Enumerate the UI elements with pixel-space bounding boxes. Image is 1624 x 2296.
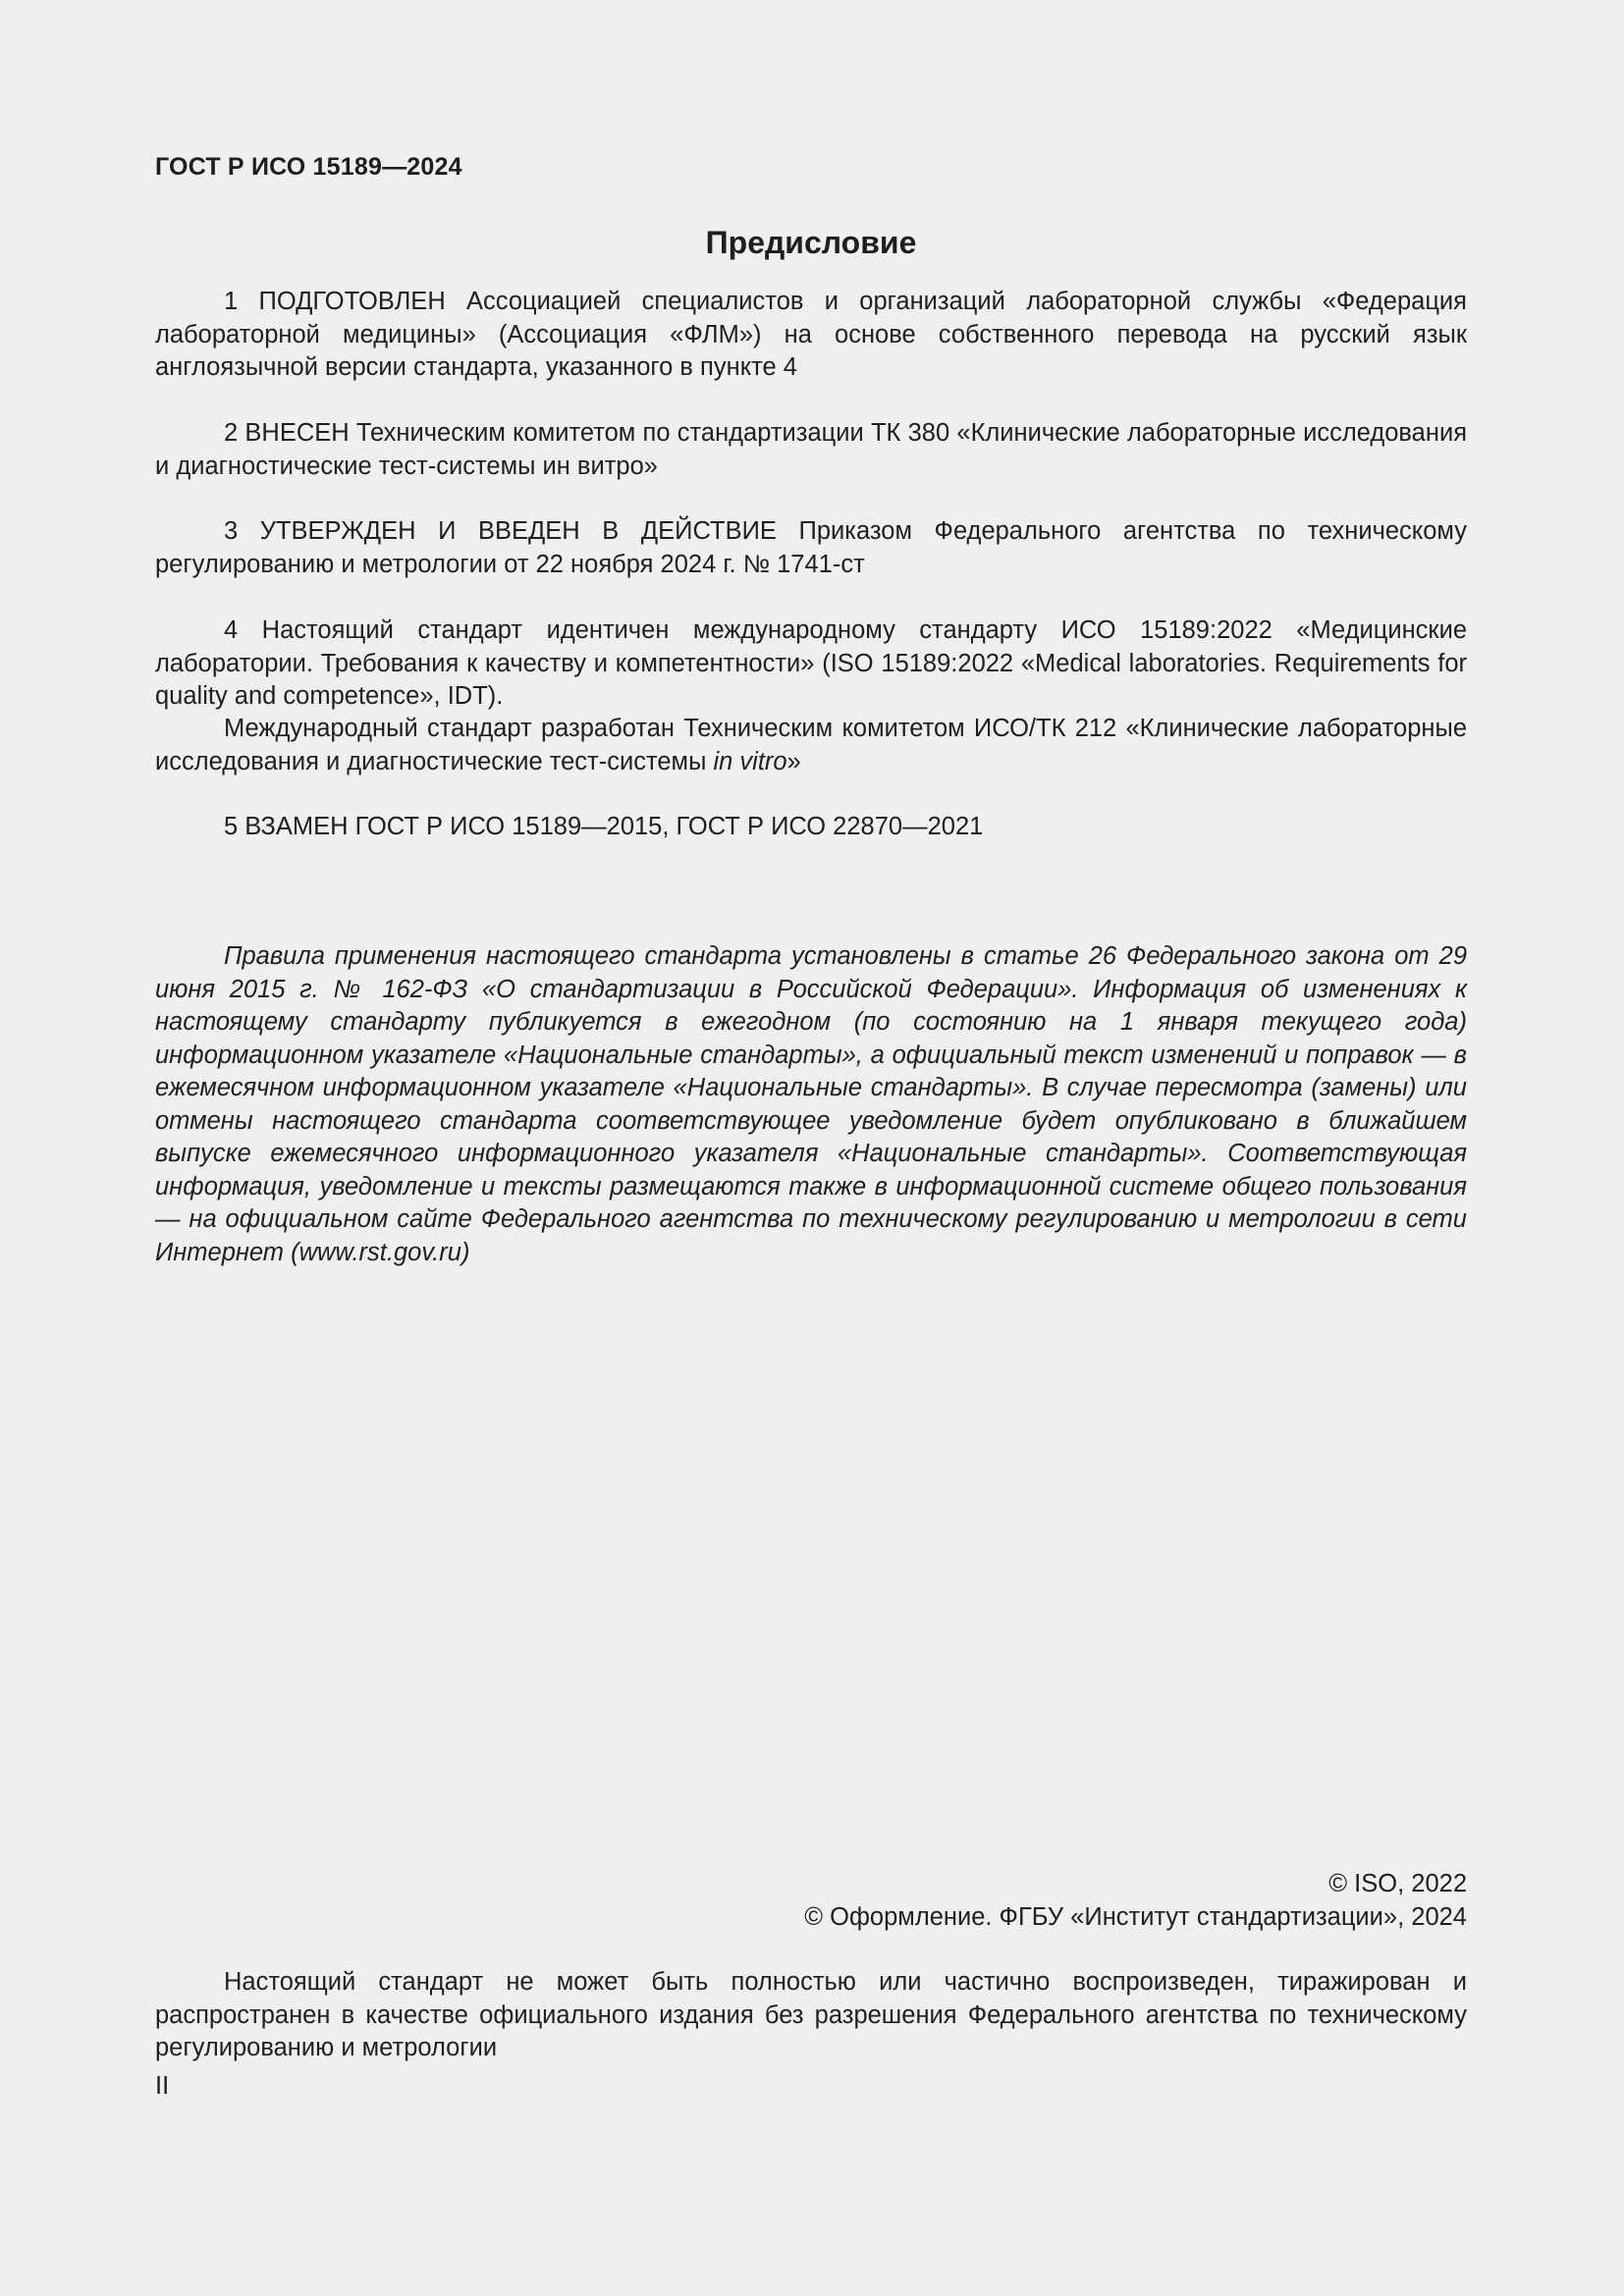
foreword-item-4-note-end: »: [786, 747, 801, 775]
copyright-iso: © ISO, 2022: [1328, 1870, 1467, 1897]
foreword-item-2: 2 ВНЕСЕН Техническим комитетом по стандартизации ТК 380 «Клинические лабораторные исследования и диагностические тест-системы ин витро»: [155, 419, 1467, 480]
document-code: ГОСТ Р ИСО 15189—2024: [155, 153, 462, 181]
reproduction-notice: Настоящий стандарт не может быть полностью или частично воспроизведен, тиражирован и распространен в качестве официального издания без разрешения Федерального агентства по техническому регулированию и метрологии: [155, 1968, 1467, 2061]
document-page: [155, 0, 1467, 2296]
page-number: II: [155, 2072, 170, 2100]
application-rules-notice: Правила применения настоящего стандарта установлены в статье 26 Федерального закона от 29 июня 2015 г. № 162-ФЗ «О стандартизации в Российской Федерации». Информация об изменениях к настоящему стандарту публикуется в ежегодном (по состоянию на 1 января текущего года) информационном указателе «Национальные стандарты», а официальный текст изменений и поправок — в ежемесячном информационном указателе «Национальные стандарты». В случае пересмотра (замены) или отмены настоящего стандарта соответствующее уведомление будет опубликовано в ближайшем выпуске ежемесячного информационного указателя «Национальные стандарты». Соответствующая информация, уведомление и тексты размещаются также в информационной системе общего пользования — на официальном сайте Федерального агентства по техническому регулированию и метрологии в сети Интернет (www.rst.gov.ru): [155, 942, 1467, 1266]
foreword-item-1: 1 ПОДГОТОВЛЕН Ассоциацией специалистов и организаций лабораторной службы «Федерация лабораторной медицины» (Ассоциация «ФЛМ») на основе собственного перевода на русский язык англоязычной версии стандарта, указанного в пункте 4: [155, 288, 1467, 381]
foreword-item-4: 4 Настоящий стандарт идентичен международному стандарту ИСО 15189:2022 «Медицинские лаборатории. Требования к качеству и компетентности» (ISO 15189:2022 «Medical laboratories. Requirements for quality and competence», IDT).: [155, 616, 1467, 710]
foreword-item-3: 3 УТВЕРЖДЕН И ВВЕДЕН В ДЕЙСТВИЕ Приказом Федерального агентства по техническому регулированию и метрологии от 22 ноября 2024 г. № 1741-ст: [155, 517, 1467, 578]
page-title: Предисловие: [705, 225, 917, 260]
foreword-item-4-note-italic: in vitro: [713, 747, 787, 775]
foreword-item-4-note-text: Международный стандарт разработан Техническим комитетом ИСО/ТК 212 «Клинические лабораторные исследования и диагностические тест-системы: [155, 715, 1467, 775]
foreword-item-5: 5 ВЗАМЕН ГОСТ Р ИСО 15189—2015, ГОСТ Р ИСО 22870—2021: [224, 813, 984, 840]
foreword-item-4-note: [155, 713, 1467, 778]
copyright-design: © Оформление. ФГБУ «Институт стандартизации», 2024: [804, 1903, 1467, 1931]
